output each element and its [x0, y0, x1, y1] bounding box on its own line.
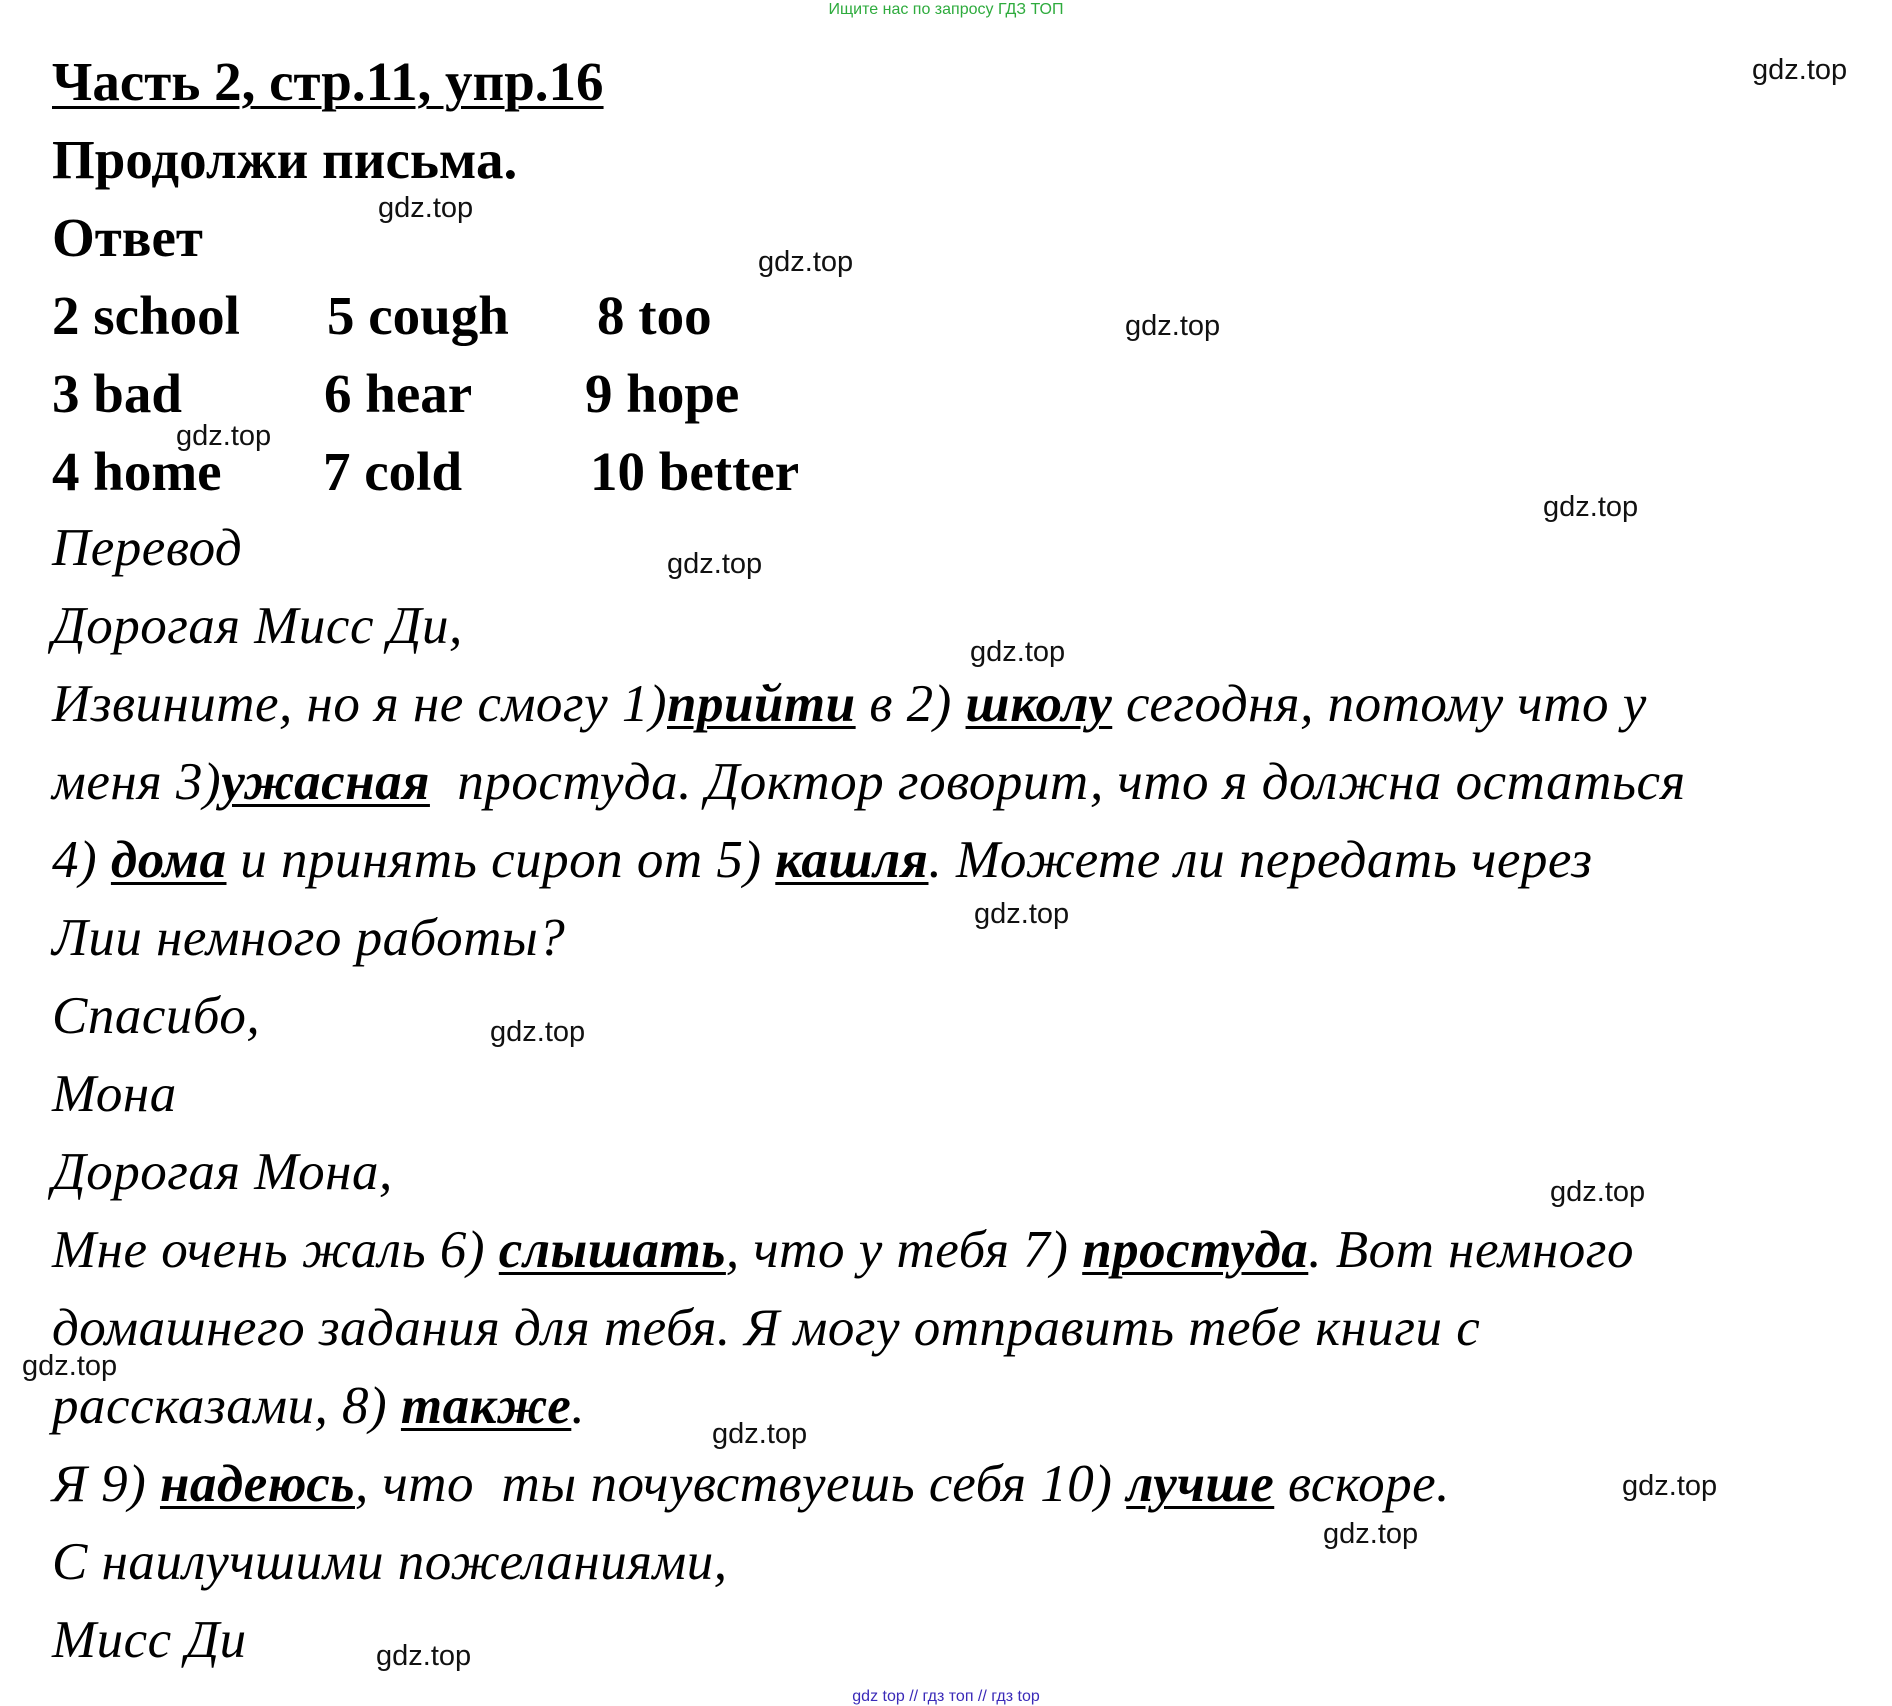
letter2-text: Я 9) — [52, 1455, 160, 1513]
letter2-line — [52, 1376, 585, 1436]
letter2-line: домашнего задания для тебя. Я могу отправить тебе книги с — [52, 1299, 1481, 1357]
letter2-line — [52, 1454, 1450, 1514]
page-title: Часть 2, стр.11, упр.16 — [52, 51, 604, 112]
letter2-text: вскоре. — [1274, 1455, 1450, 1513]
letter2-text: Мне очень жаль 6) — [52, 1221, 499, 1279]
letter1-text: 4) — [52, 831, 111, 889]
letter1-text: и принять сироп от 5) — [226, 831, 776, 889]
answer-word: ужасная — [221, 753, 430, 811]
letter1-line — [52, 752, 1686, 812]
letter1-signature: Мона — [52, 1065, 177, 1123]
answer-item: 2 school — [52, 285, 240, 346]
answer-item: 8 too — [597, 285, 712, 346]
translation-heading: Перевод — [52, 519, 243, 577]
watermark: gdz.top — [758, 246, 854, 278]
answer-word: школу — [965, 675, 1113, 733]
answer-word: надеюсь — [159, 1455, 355, 1513]
answer-item: 9 hope — [585, 363, 740, 424]
answer-item: 4 home — [52, 441, 222, 502]
letter1-line — [52, 830, 1592, 890]
watermark: gdz.top — [22, 1350, 118, 1382]
answer-word: кашля — [775, 831, 929, 889]
answer-word: прийти — [667, 675, 856, 733]
letter2-line — [52, 1220, 1634, 1280]
watermark: gdz.top — [667, 548, 763, 580]
top-search-note: Ищите нас по запросу ГДЗ ТОП — [828, 1, 1064, 18]
letter1-text: сегодня, потому что у — [1112, 675, 1647, 733]
letter2-greeting: Дорогая Мона, — [52, 1143, 393, 1201]
letter1-line: Лии немного работы? — [52, 909, 566, 967]
task-text: Продолжи письма. — [52, 129, 518, 190]
letter2-text: . — [571, 1377, 586, 1435]
answer-item: 5 cough — [327, 285, 509, 346]
answer-word: также — [400, 1377, 572, 1435]
letter1-text: Извините, но я не смогу 1) — [52, 675, 667, 733]
letter1-line — [52, 674, 1647, 734]
watermark: gdz.top — [1752, 54, 1848, 86]
watermark: gdz.top — [712, 1418, 808, 1450]
letter2-text: , что у тебя 7) — [725, 1221, 1083, 1279]
answer-heading: Ответ — [52, 207, 203, 268]
answer-word: слышать — [498, 1221, 726, 1279]
letter1-text: меня 3) — [52, 753, 222, 811]
watermark: gdz.top — [1323, 1518, 1419, 1550]
letter1-greeting: Дорогая Мисс Ди, — [52, 597, 463, 655]
letter2-signature: Мисс Ди — [52, 1611, 247, 1669]
letter2-text: рассказами, 8) — [52, 1377, 401, 1435]
watermark: gdz.top — [970, 636, 1066, 668]
watermark: gdz.top — [1622, 1470, 1718, 1502]
watermark: gdz.top — [376, 1640, 472, 1672]
letter2-closing: С наилучшими пожеланиями, — [52, 1533, 728, 1591]
answer-word: дома — [110, 831, 227, 889]
answer-word: лучше — [1126, 1455, 1275, 1513]
letter2-text: . Вот немного — [1308, 1221, 1634, 1279]
watermark: gdz.top — [974, 898, 1070, 930]
letter1-text: . Можете ли передать через — [928, 831, 1593, 889]
answer-item: 6 hear — [324, 363, 473, 424]
footer-links: gdz top // гдз топ // гдз top — [852, 1688, 1040, 1705]
answer-item: 7 cold — [323, 441, 463, 502]
watermark: gdz.top — [1543, 491, 1639, 523]
letter1-text: в 2) — [855, 675, 966, 733]
watermark: gdz.top — [1550, 1176, 1646, 1208]
watermark: gdz.top — [176, 420, 272, 452]
answer-item: 3 bad — [52, 363, 182, 424]
watermark: gdz.top — [378, 192, 474, 224]
watermark: gdz.top — [1125, 310, 1221, 342]
letter1-thanks: Спасибо, — [52, 987, 261, 1045]
letter1-text: простуда. Доктор говорит, что я должна остаться — [429, 753, 1686, 811]
answer-word: простуда — [1082, 1221, 1309, 1279]
answer-item: 10 better — [590, 441, 800, 502]
watermark: gdz.top — [490, 1016, 586, 1048]
letter2-text: , что ты почувствуешь себя 10) — [354, 1455, 1127, 1513]
